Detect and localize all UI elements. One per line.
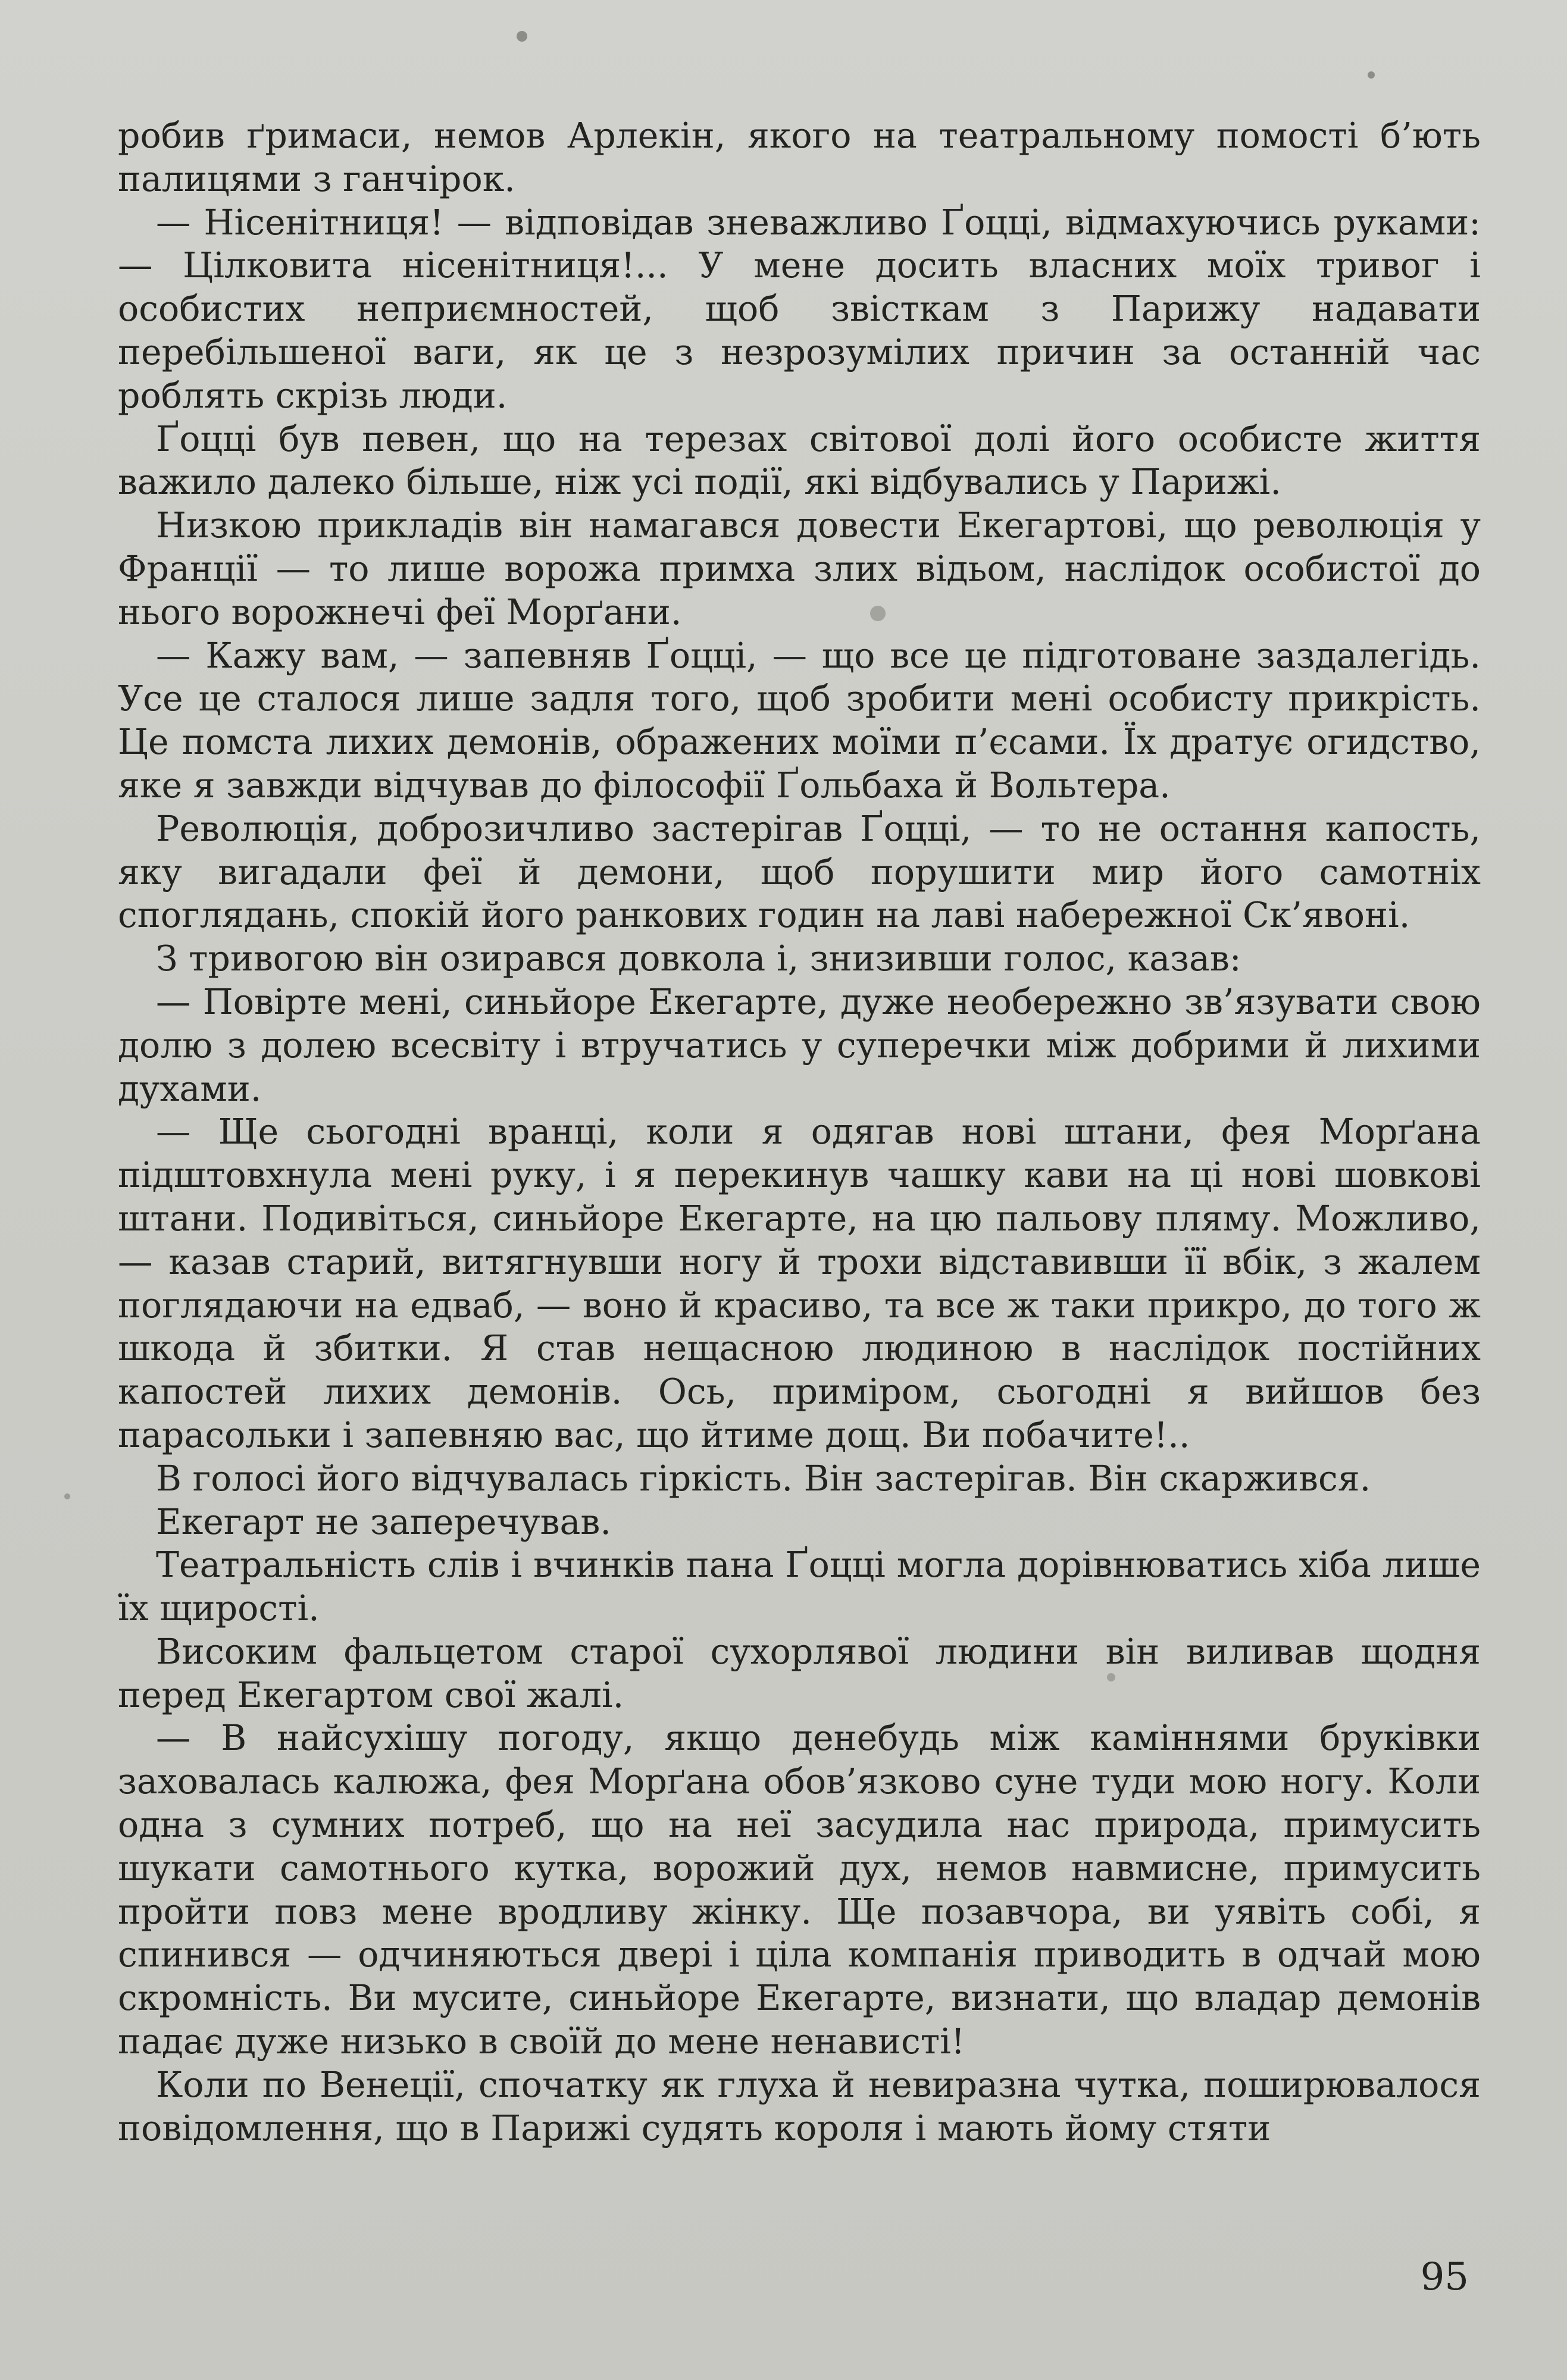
paragraph: Ґоцці був певен, що на терезах світової долі його особисте життя важило далеко більше, ніж усі події, які відбувались у Парижі. [118, 418, 1481, 503]
paragraph: — Ще сьогодні вранці, коли я одягав нові штани, фея Морґана підштовхнула мені руку, і я перекинув чашку кави на ці нові шовкові штани. Подивіться, синьйоре Екегарте, на цю пальову пляму. Можливо, — казав старий, витягнувши ногу й трохи відставивши її вбік, з жалем поглядаючи на едваб, — воно й красиво, та все ж таки прикро, до того ж шкода й збитки. Я став нещасною людиною в наслідок постійних капостей лихих демонів. Ось, приміром, сьогодні я вийшов без парасольки і запевняю вас, що йтиме дощ. Ви побачите!.. [118, 1111, 1481, 1455]
paragraph: В голосі його відчувалась гіркість. Він застерігав. Він скаржився. [156, 1458, 1371, 1499]
paragraph: — Кажу вам, — запевняв Ґоцці, — що все це підготоване заздалегідь. Усе це сталося лише задля того, щоб зробити мені особисту прикрість. Це помста лихих демонів, ображених моїми п’єсами. Їх дратує огидство, яке я завжди відчував до філософії Ґольбаха й Вольтера. [118, 635, 1481, 806]
print-speck [1107, 1673, 1115, 1681]
paragraph: — Нісенітниця! — відповідав зневажливо Ґоцці, відмахуючись руками: — Цілковита нісенітниця!... У мене досить власних моїх тривог і особистих неприємностей, щоб звісткам з Парижу надавати перебільшеної ваги, як це з незрозумілих причин за останній час роблять скрізь люди. [118, 202, 1481, 416]
print-speck [64, 1493, 70, 1499]
paragraph: Коли по Венеції, спочатку як глуха й невиразна чутка, поширювалося повідомлення, що в Парижі судять короля і мають йому стяти [118, 2064, 1481, 2149]
paragraph: — В найсухішу погоду, якщо денебудь між каміннями бруківки заховалась калюжа, фея Морґана обов’язково суне туди мою ногу. Коли одна з сумних потреб, що на неї засудила нас природа, примусить шукати самотнього кутка, ворожий дух, немов навмисне, примусить пройти повз мене вродливу жінку. Ще позавчора, ви уявіть собі, я спинився — одчиняються двері і ціла компанія приводить в одчай мою скромність. Ви мусите, синьйоре Екегарте, визнати, що владар демонів падає дуже низько в своїй до мене ненависті! [118, 1718, 1481, 2062]
paragraph: — Повірте мені, синьйоре Екегарте, дуже необережно зв’язувати свою долю з долею всесвіту і втручатись у суперечки між добрими й лихими духами. [118, 981, 1481, 1109]
paragraph: Революція, доброзичливо застерігав Ґоцці, — то не остання капость, яку вигадали феї й демони, щоб порушити мир його самотніх споглядань, спокій його ранкових годин на лаві набережної Ск’явоні. [118, 808, 1481, 936]
page-body-text [118, 114, 1481, 2150]
print-speck [1368, 71, 1375, 79]
page-number: 95 [1420, 2255, 1469, 2299]
paragraph: робив ґримаси, немов Арлекін, якого на театральному помості б’ють палицями з ганчірок. [118, 115, 1481, 199]
paragraph: Низкою прикладів він намагався довести Екегартові, що революція у Франції — то лише ворожа примха злих відьом, наслідок особистої до нього ворожнечі феї Морґани. [118, 505, 1481, 632]
paragraph: Високим фальцетом старої сухорлявої людини він виливав щодня перед Екегартом свої жалі. [118, 1631, 1481, 1715]
paragraph: Екегарт не заперечував. [156, 1501, 611, 1542]
paragraph: Театральність слів і вчинків пана Ґоцці могла дорівнюватись хіба лише їх щирості. [118, 1545, 1481, 1629]
print-speck [870, 606, 886, 621]
print-speck [517, 31, 527, 42]
paragraph: З тривогою він озирався довкола і, знизивши голос, казав: [156, 938, 1241, 979]
